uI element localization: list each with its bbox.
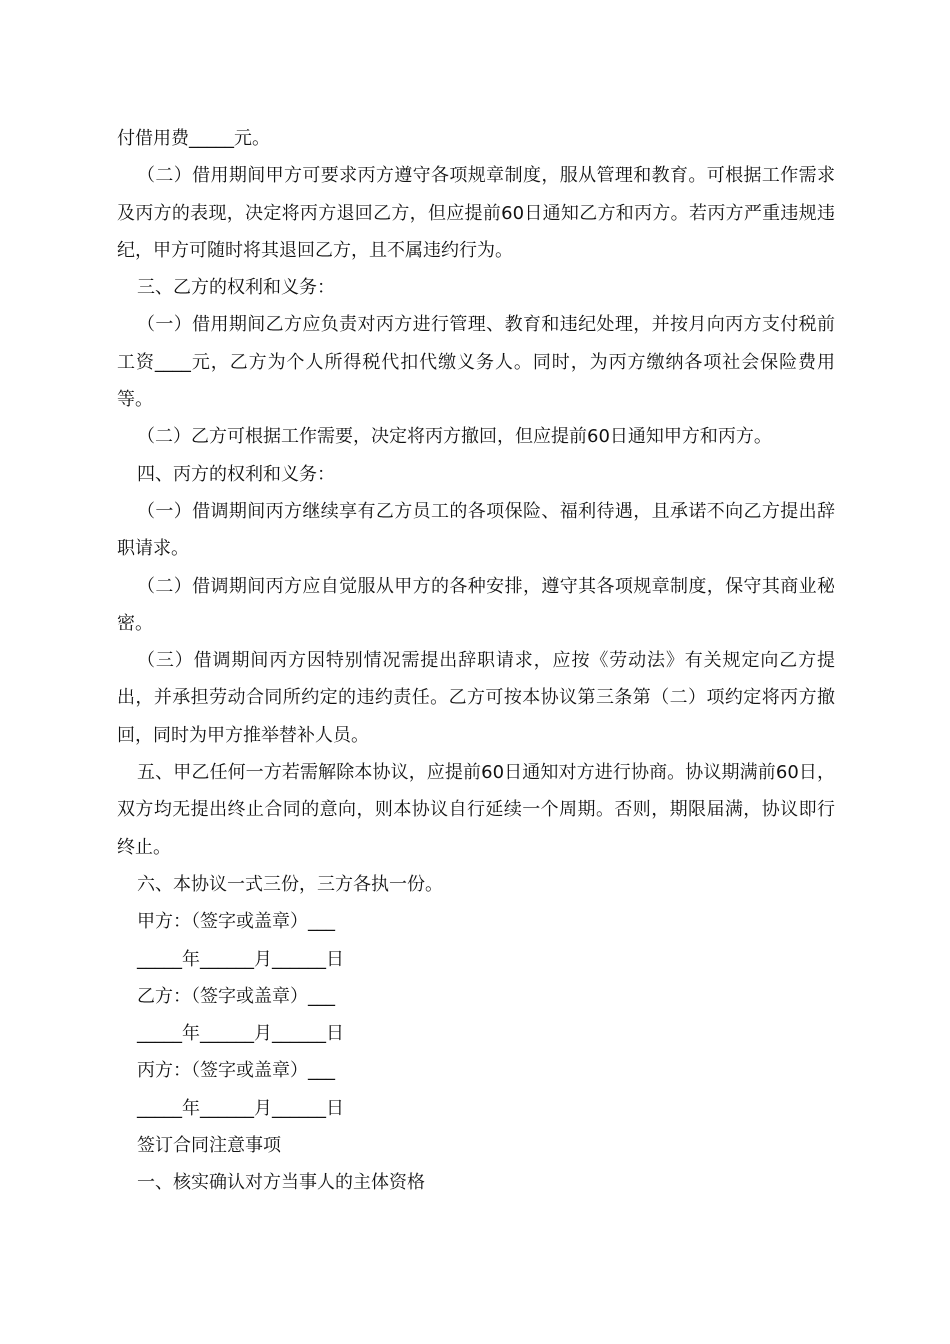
signature-date-party-a: _____年______月______日 — [137, 948, 344, 970]
paragraph-termination: 五、甲乙任何一方若需解除本协议，应提前60日通知对方进行协商。协议期满前60日，双方均无提出终止合同的意向，则本协议自行延续一个周期。否则，期限届满，协议即行终止。 — [117, 762, 835, 858]
document-body — [117, 120, 835, 1202]
paragraph-party-b-recall: （二）乙方可根据工作需要，决定将丙方撤回，但应提前60日通知甲方和丙方。 — [137, 426, 772, 448]
paragraph-copies: 六、本协议一式三份，三方各执一份。 — [137, 873, 443, 895]
paragraph-party-c-resignation: （三）借调期间丙方因特别情况需提出辞职请求，应按《劳动法》有关规定向乙方提出，并承担劳动合同所约定的违约责任。乙方可按本协议第三条第（二）项约定将丙方撤回，同时为甲方推举替补人员。 — [117, 650, 835, 746]
section-heading-party-b: 三、乙方的权利和义务： — [137, 277, 335, 299]
signature-party-b: 乙方：（签字或盖章）___ — [137, 985, 335, 1007]
signature-date-party-b: _____年______月______日 — [137, 1023, 344, 1045]
paragraph-party-b-management: （一）借用期间乙方应负责对丙方进行管理、教育和违纪处理，并按月向丙方支付税前工资____元，乙方为个人所得税代扣代缴义务人。同时，为丙方缴纳各项社会保险费用等。 — [117, 314, 835, 411]
paragraph-party-c-obedience: （二）借调期间丙方应自觉服从甲方的各种安排，遵守其各项规章制度，保守其商业秘密。 — [117, 575, 835, 634]
signature-party-a: 甲方：（签字或盖章）___ — [137, 911, 335, 933]
notes-title: 签订合同注意事项 — [137, 1135, 281, 1157]
section-heading-party-c: 四、丙方的权利和义务： — [137, 463, 335, 485]
signature-date-party-c: _____年______月______日 — [137, 1097, 344, 1119]
signature-party-c: 丙方：（签字或盖章）___ — [137, 1060, 335, 1082]
notes-item-first: 一、核实确认对方当事人的主体资格 — [137, 1172, 425, 1194]
paragraph-party-c-benefits: （一）借调期间丙方继续享有乙方员工的各项保险、福利待遇，且承诺不向乙方提出辞职请求。 — [117, 500, 835, 560]
paragraph-party-a-requirements: （二）借用期间甲方可要求丙方遵守各项规章制度，服从管理和教育。可根据工作需求及丙方的表现，决定将丙方退回乙方，但应提前60日通知乙方和丙方。若丙方严重违规违纪，甲方可随时将其退回乙方，且不属违约行为。 — [117, 165, 835, 261]
paragraph-borrowing-fee: 付借用费_____元。 — [117, 128, 270, 149]
